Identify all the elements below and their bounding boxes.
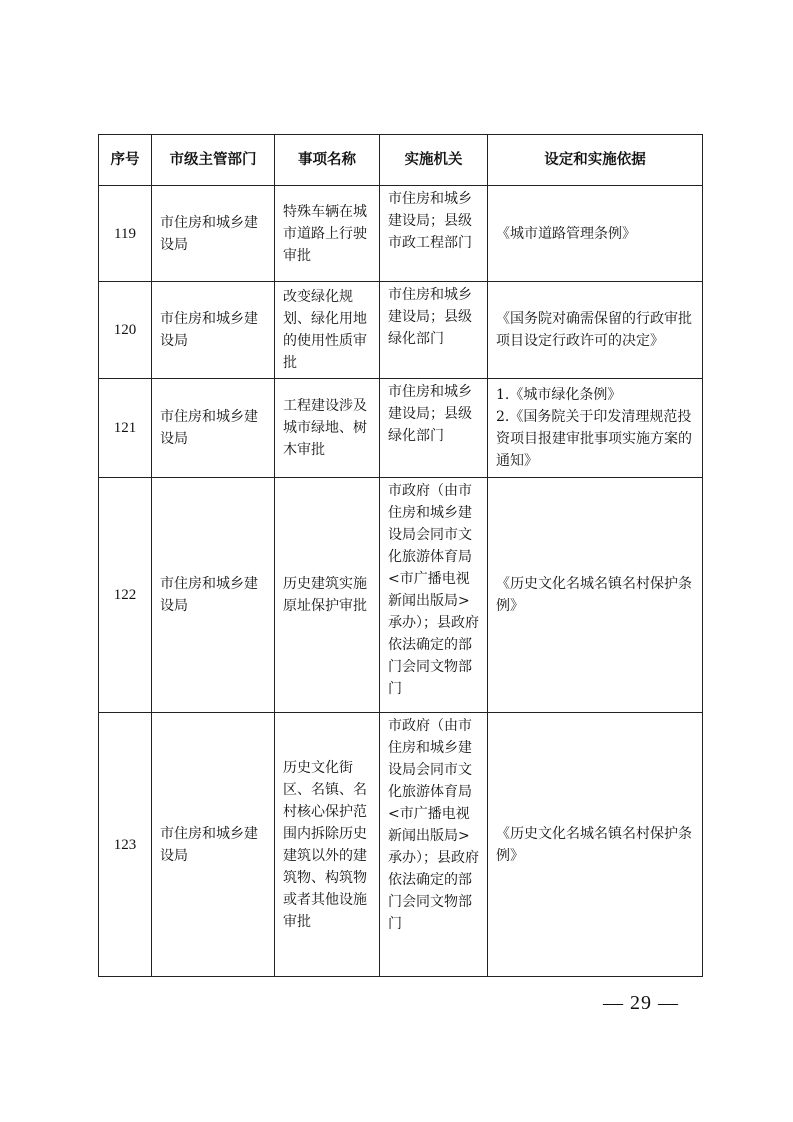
row-basis [488, 282, 703, 379]
table-row [99, 282, 703, 379]
header-seq: 序号 [99, 135, 152, 186]
row-seq: 119 [99, 186, 152, 282]
table-header [99, 135, 703, 186]
row-dept: 市住房和城乡建设局 [152, 186, 275, 282]
row-org: 市政府（由市住房和城乡建设局会同市文化旅游体育局<市广播电视新闻出版局>承办）；县政府依法确定的部门会同文物部门 [380, 478, 488, 713]
table-row [99, 379, 703, 478]
row-item: 历史文化街区、名镇、名村核心保护范围内拆除历史建筑以外的建筑物、构筑物或者其他设施审批 [275, 713, 380, 977]
approval-items-table [98, 134, 703, 977]
row-item: 历史建筑实施原址保护审批 [275, 478, 380, 713]
basis-line: 2.《国务院关于印发清理规范投资项目报建审批事项实施方案的通知》 [496, 409, 692, 469]
table-body [99, 186, 703, 977]
row-basis [488, 379, 703, 478]
row-dept: 市住房和城乡建设局 [152, 379, 275, 478]
row-basis [488, 478, 703, 713]
row-item: 工程建设涉及城市绿地、树木审批 [275, 379, 380, 478]
header-item: 事项名称 [275, 135, 380, 186]
header-basis: 设定和实施依据 [488, 135, 703, 186]
row-seq: 123 [99, 713, 152, 977]
basis-line: 1.《城市绿化条例》 [496, 387, 622, 403]
row-org: 市政府（由市住房和城乡建设局会同市文化旅游体育局<市广播电视新闻出版局>承办）；县政府依法确定的部门会同文物部门 [380, 713, 488, 977]
row-seq: 121 [99, 379, 152, 478]
basis-line: 《国务院对确需保留的行政审批项目设定行政许可的决定》 [496, 311, 692, 349]
header-org: 实施机关 [380, 135, 488, 186]
row-dept: 市住房和城乡建设局 [152, 282, 275, 379]
row-org: 市住房和城乡建设局；县级市政工程部门 [380, 186, 488, 282]
basis-line: 《历史文化名城名镇名村保护条例》 [496, 576, 692, 614]
table-row [99, 478, 703, 713]
row-item: 特殊车辆在城市道路上行驶审批 [275, 186, 380, 282]
row-dept: 市住房和城乡建设局 [152, 478, 275, 713]
row-org: 市住房和城乡建设局；县级绿化部门 [380, 282, 488, 379]
row-basis [488, 713, 703, 977]
row-org: 市住房和城乡建设局；县级绿化部门 [380, 379, 488, 478]
basis-line: 《城市道路管理条例》 [496, 225, 636, 242]
table-row [99, 713, 703, 977]
table-row [99, 186, 703, 282]
row-item: 改变绿化规划、绿化用地的使用性质审批 [275, 282, 380, 379]
row-dept: 市住房和城乡建设局 [152, 713, 275, 977]
page-number: — 29 — [603, 992, 679, 1014]
header-dept: 市级主管部门 [152, 135, 275, 186]
basis-line: 《历史文化名城名镇名村保护条例》 [496, 825, 692, 864]
row-basis [488, 186, 703, 282]
row-seq: 120 [99, 282, 152, 379]
row-seq: 122 [99, 478, 152, 713]
header-row [99, 135, 703, 186]
